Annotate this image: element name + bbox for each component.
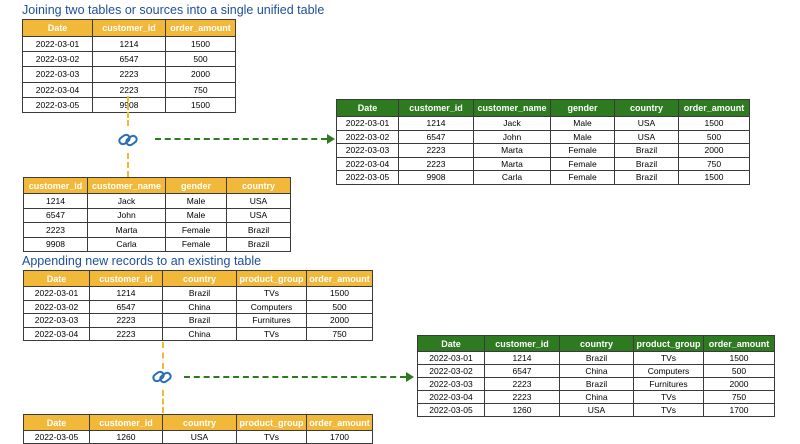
- table-cell: Carla: [88, 237, 166, 252]
- join-connector-bottom: [127, 153, 129, 177]
- table-row: [24, 431, 373, 444]
- table-cell: Furnitures: [237, 314, 307, 328]
- table-row: [418, 365, 775, 378]
- table-cell: 2223: [485, 391, 560, 404]
- table-cell: 6547: [399, 130, 474, 144]
- table-cell: 750: [166, 82, 236, 97]
- table-cell: 2022-03-05: [24, 431, 90, 444]
- table-cell: 2022-03-04: [337, 157, 399, 171]
- column-header: Date: [418, 336, 485, 352]
- table-row: [337, 171, 750, 185]
- table-cell: 2000: [307, 314, 373, 328]
- column-header: country: [560, 336, 634, 352]
- table-cell: 1500: [704, 352, 775, 365]
- table-cell: 6547: [24, 208, 88, 223]
- table-cell: 9908: [399, 171, 474, 185]
- table-cell: 1500: [166, 37, 236, 52]
- column-header: country: [227, 178, 291, 194]
- customers-table: [23, 177, 291, 252]
- table-cell: 2022-03-04: [418, 391, 485, 404]
- table-cell: 2000: [166, 67, 236, 82]
- table-cell: Furnitures: [634, 378, 704, 391]
- column-header: customer_id: [399, 100, 474, 117]
- table-cell: Brazil: [615, 144, 679, 158]
- table-cell: 1500: [679, 117, 750, 131]
- table-row: [24, 287, 373, 301]
- orders-table: [22, 19, 236, 113]
- column-header: gender: [551, 100, 615, 117]
- table-cell: USA: [615, 117, 679, 131]
- table-row: [23, 97, 236, 112]
- arrow-right-icon: [327, 134, 335, 144]
- column-header: order_amount: [307, 271, 373, 287]
- table-cell: 2022-03-02: [337, 130, 399, 144]
- table-cell: Jack: [474, 117, 551, 131]
- table-cell: Brazil: [615, 157, 679, 171]
- table-cell: 6547: [485, 365, 560, 378]
- table-cell: Computers: [237, 300, 307, 314]
- append-connector-top: [162, 342, 164, 369]
- column-header: product_group: [237, 415, 307, 431]
- table-cell: USA: [227, 208, 291, 223]
- table-cell: Male: [551, 130, 615, 144]
- table-row: [24, 300, 373, 314]
- table-cell: TVs: [237, 431, 307, 444]
- table-row: [337, 144, 750, 158]
- table-cell: Brazil: [227, 223, 291, 238]
- table-row: [24, 314, 373, 328]
- table-cell: 2022-03-04: [24, 327, 90, 341]
- join-connector-top: [127, 96, 129, 126]
- table-cell: 1260: [90, 431, 163, 444]
- table-cell: 2000: [679, 144, 750, 158]
- link-icon: [151, 369, 173, 385]
- table-cell: Jack: [88, 194, 166, 209]
- table-cell: 1700: [704, 404, 775, 417]
- table-cell: China: [560, 391, 634, 404]
- table-cell: 2223: [24, 223, 88, 238]
- table-cell: 500: [679, 130, 750, 144]
- table-cell: 1214: [485, 352, 560, 365]
- table-cell: China: [560, 365, 634, 378]
- table-cell: USA: [560, 404, 634, 417]
- link-icon: [117, 132, 139, 148]
- table-cell: Female: [551, 157, 615, 171]
- table-header-row: [24, 178, 291, 194]
- table-header-row: [24, 271, 373, 287]
- append-section-title: Appending new records to an existing table: [22, 254, 262, 268]
- table-row: [24, 194, 291, 209]
- table-cell: 2223: [90, 314, 163, 328]
- column-header: country: [615, 100, 679, 117]
- append-arrow-line: [184, 376, 406, 378]
- table-cell: China: [163, 327, 237, 341]
- new-records-table: [23, 414, 373, 444]
- table-cell: 1214: [90, 287, 163, 301]
- table-cell: TVs: [634, 404, 704, 417]
- table-cell: Carla: [474, 171, 551, 185]
- table-cell: Female: [166, 237, 227, 252]
- table-cell: 1500: [166, 97, 236, 112]
- table-cell: 2223: [399, 144, 474, 158]
- table-cell: 1214: [24, 194, 88, 209]
- table-cell: 9908: [24, 237, 88, 252]
- table-cell: 2022-03-01: [24, 287, 90, 301]
- column-header: Date: [337, 100, 399, 117]
- table-cell: Male: [166, 208, 227, 223]
- table-row: [23, 37, 236, 52]
- column-header: customer_id: [24, 178, 88, 194]
- table-cell: Brazil: [163, 287, 237, 301]
- column-header: country: [163, 415, 237, 431]
- table-cell: 2022-03-04: [23, 82, 93, 97]
- table-header-row: [23, 20, 236, 37]
- table-cell: Male: [166, 194, 227, 209]
- table-cell: Female: [551, 171, 615, 185]
- table-row: [24, 237, 291, 252]
- table-cell: 750: [704, 391, 775, 404]
- table-cell: Marta: [88, 223, 166, 238]
- table-row: [24, 327, 373, 341]
- table-cell: TVs: [634, 391, 704, 404]
- table-cell: 1214: [93, 37, 166, 52]
- table-row: [418, 391, 775, 404]
- column-header: gender: [166, 178, 227, 194]
- column-header: product_group: [634, 336, 704, 352]
- arrow-right-icon: [406, 372, 414, 382]
- table-cell: 2223: [90, 327, 163, 341]
- table-cell: 2022-03-03: [337, 144, 399, 158]
- table-cell: 500: [307, 300, 373, 314]
- table-cell: John: [474, 130, 551, 144]
- table-cell: 2223: [399, 157, 474, 171]
- table-cell: 1500: [307, 287, 373, 301]
- existing-table: [23, 270, 373, 341]
- table-cell: USA: [615, 130, 679, 144]
- table-cell: 2022-03-02: [418, 365, 485, 378]
- table-cell: China: [163, 300, 237, 314]
- column-header: customer_id: [90, 271, 163, 287]
- table-cell: 2000: [704, 378, 775, 391]
- table-cell: Marta: [474, 144, 551, 158]
- table-row: [24, 208, 291, 223]
- column-header: order_amount: [166, 20, 236, 37]
- table-cell: 2022-03-05: [23, 97, 93, 112]
- table-cell: 2223: [485, 378, 560, 391]
- table-cell: USA: [227, 194, 291, 209]
- table-cell: 1260: [485, 404, 560, 417]
- table-cell: 2022-03-01: [23, 37, 93, 52]
- table-header-row: [418, 336, 775, 352]
- table-cell: 6547: [90, 300, 163, 314]
- table-row: [418, 352, 775, 365]
- joined-result-table: [336, 99, 750, 185]
- table-cell: 1214: [399, 117, 474, 131]
- table-cell: Brazil: [560, 352, 634, 365]
- table-row: [418, 404, 775, 417]
- table-cell: 6547: [93, 52, 166, 67]
- table-cell: 1700: [307, 431, 373, 444]
- table-cell: TVs: [634, 352, 704, 365]
- column-header: customer_id: [90, 415, 163, 431]
- column-header: Date: [24, 415, 90, 431]
- table-cell: 2022-03-05: [418, 404, 485, 417]
- table-row: [23, 67, 236, 82]
- table-row: [23, 52, 236, 67]
- table-header-row: [337, 100, 750, 117]
- column-header: order_amount: [704, 336, 775, 352]
- table-row: [24, 223, 291, 238]
- table-cell: TVs: [237, 327, 307, 341]
- table-row: [337, 117, 750, 131]
- column-header: order_amount: [307, 415, 373, 431]
- table-cell: Brazil: [560, 378, 634, 391]
- column-header: customer_name: [474, 100, 551, 117]
- table-row: [337, 130, 750, 144]
- table-cell: 2223: [93, 82, 166, 97]
- table-cell: TVs: [237, 287, 307, 301]
- table-cell: 2022-03-01: [418, 352, 485, 365]
- column-header: Date: [23, 20, 93, 37]
- table-cell: 2223: [93, 67, 166, 82]
- table-cell: 750: [307, 327, 373, 341]
- table-cell: 9908: [93, 97, 166, 112]
- appended-result-table: [417, 335, 775, 417]
- table-cell: 2022-03-02: [23, 52, 93, 67]
- column-header: Date: [24, 271, 90, 287]
- table-cell: 1500: [679, 171, 750, 185]
- table-cell: Marta: [474, 157, 551, 171]
- table-cell: John: [88, 208, 166, 223]
- table-cell: Brazil: [615, 171, 679, 185]
- table-cell: 2022-03-05: [337, 171, 399, 185]
- table-cell: 500: [704, 365, 775, 378]
- join-section-title: Joining two tables or sources into a single unified table: [22, 3, 325, 17]
- table-cell: Female: [551, 144, 615, 158]
- table-cell: 2022-03-01: [337, 117, 399, 131]
- table-header-row: [24, 415, 373, 431]
- table-cell: Brazil: [227, 237, 291, 252]
- join-arrow-line: [155, 138, 327, 140]
- append-connector-bottom: [162, 390, 164, 413]
- table-cell: 750: [679, 157, 750, 171]
- table-row: [418, 378, 775, 391]
- column-header: order_amount: [679, 100, 750, 117]
- table-cell: USA: [163, 431, 237, 444]
- table-cell: 2022-03-03: [24, 314, 90, 328]
- table-cell: Male: [551, 117, 615, 131]
- table-cell: 500: [166, 52, 236, 67]
- column-header: product_group: [237, 271, 307, 287]
- column-header: customer_id: [485, 336, 560, 352]
- table-cell: 2022-03-02: [24, 300, 90, 314]
- table-cell: Brazil: [163, 314, 237, 328]
- table-cell: Female: [166, 223, 227, 238]
- column-header: customer_id: [93, 20, 166, 37]
- table-cell: 2022-03-03: [418, 378, 485, 391]
- table-cell: Computers: [634, 365, 704, 378]
- table-row: [337, 157, 750, 171]
- column-header: country: [163, 271, 237, 287]
- table-row: [23, 82, 236, 97]
- table-cell: 2022-03-03: [23, 67, 93, 82]
- column-header: customer_name: [88, 178, 166, 194]
